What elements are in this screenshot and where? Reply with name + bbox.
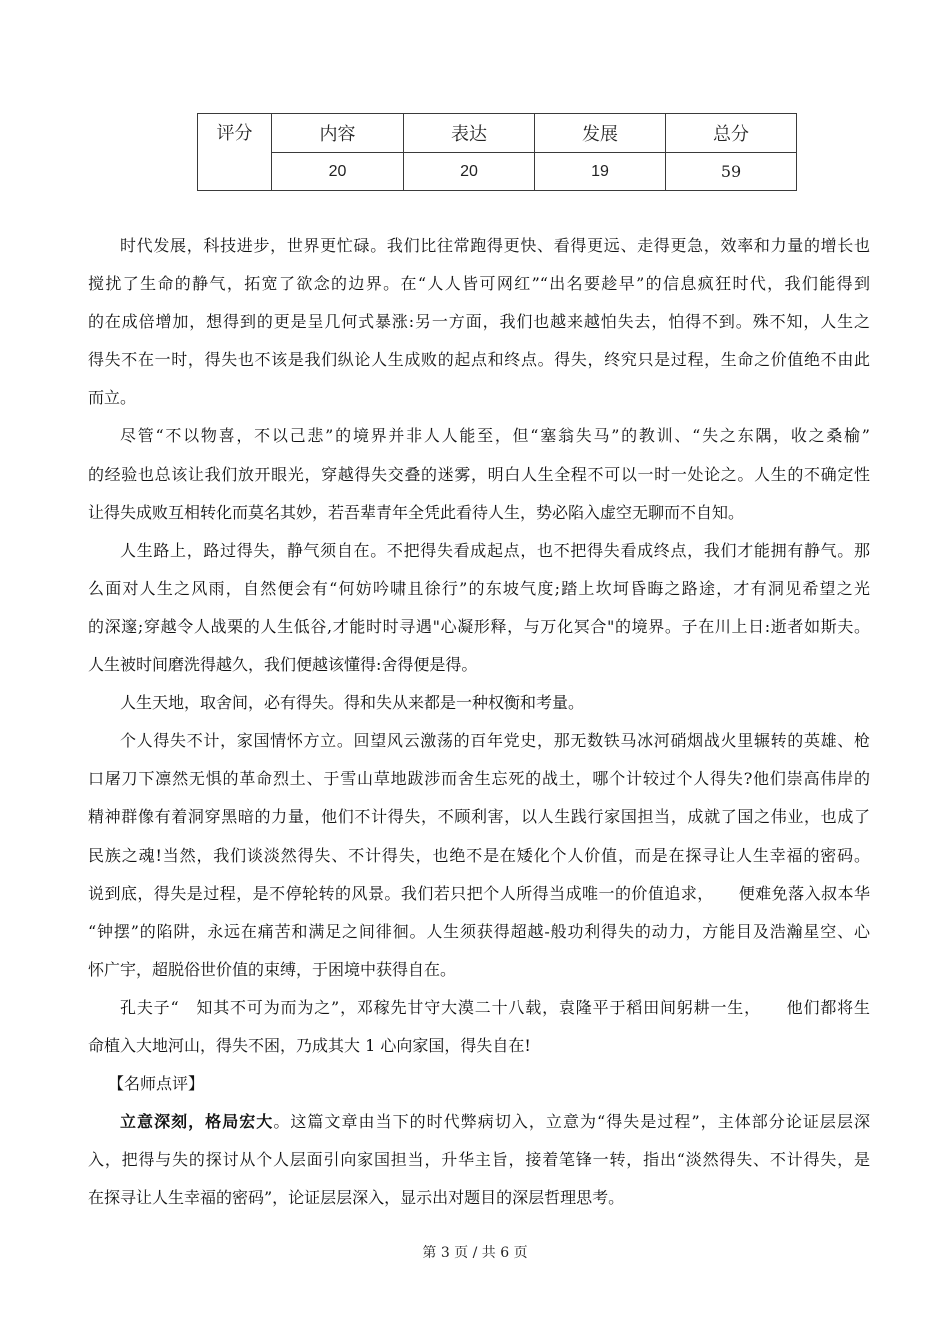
score-cell-total [666,153,797,191]
essay-line: 搅扰了生命的静气，拓宽了欲念的边界。在“人人皆可网红”“出名要趁早”的信息疯狂时代，我们能得到 [88,274,870,294]
essay-line: 孔夫子“ 知其不可为而为之”，邓稼先甘守大漠二十八载，袁隆平于稻田间躬耕一生， 他们都将生 [120,997,870,1017]
essay-line: 的深邃;穿越令人战栗的人生低谷,才能时时寻遇"心凝形释，与万化冥合"的境界。子在川上日:逝者如斯夫。 [88,616,870,636]
essay-line: 而立。 [88,388,137,408]
essay-line: 人生天地，取舍间，必有得失。得和失从来都是一种权衡和考量。 [120,693,585,713]
essay-line: 么面对人生之风雨，自然便会有“何妨吟啸且徐行”的东坡气度;踏上坎坷昏晦之路途，才有洞见希望之光 [88,578,870,598]
essay-line: 怀广宇，超脱俗世价值的束缚，于困境中获得自在。 [88,959,457,979]
essay-line: 人生被时间磨洗得越久，我们便越该懂得:舍得便是得。 [88,655,478,675]
score-total-value: 59 [720,162,742,181]
score-header-row [198,114,797,153]
essay-paragraph [88,532,870,684]
score-cell-content [272,153,404,191]
header-development-label: 发展 [582,124,618,144]
score-values-row [198,153,797,191]
essay-line: 得失不在一时，得失也不该是我们纵论人生成败的起点和终点。得失，终究只是过程，生命之价值绝不由此 [88,350,870,370]
essay-line: 尽管“不以物喜，不以己悲”的境界并非人人能至，但“塞翁失马”的教训、“失之东隅，收之桑榆” [120,426,870,446]
comment-line-text: 。这篇文章由当下的时代弊病切入，立意为“得失是过程”，主体部分论证层层深 [273,1112,870,1132]
score-cell-development [535,153,666,191]
essay-paragraph [88,227,870,417]
score-content-value: 20 [328,162,347,180]
essay-line: 口屠刀下凛然无惧的革命烈土、于雪山草地跋涉而舍生忘死的战土，哪个计较过个人得失?他们崇高伟岸的 [88,769,870,789]
essay-paragraph [88,989,870,1065]
essay-paragraph [88,417,870,531]
comment-highlight: 立意深刻，格局宏大 [120,1112,274,1132]
essay-line: 人生路上，路过得失，静气须自在。不把得失看成起点，也不把得失看成终点，我们才能拥有静气。那 [120,540,870,560]
score-label-cell [198,114,272,191]
header-cell-development [535,114,666,153]
header-total-label: 总分 [713,124,749,144]
page-number: 第 3 页 / 共 6 页 [422,1245,528,1261]
essay-paragraph [88,722,870,989]
header-content-label: 内容 [319,124,356,144]
essay-line: 的经验也总该让我们放开眼光，穿越得失交叠的迷雾，明白人生全程不可以一时一处论之。人生的不确定性 [88,464,870,484]
comment-line: 在探寻让人生幸福的密码”，论证层层深入，显示出对题目的深层哲理思考。 [88,1188,625,1208]
essay-line: 时代发展，科技进步，世界更忙碌。我们比往常跑得更快、看得更远、走得更急，效率和力量的增长也 [120,236,870,255]
comment-line: 入，把得与失的探讨从个人层面引向家国担当，升华主旨，接着笔锋一转，指出“淡然得失、不计得失，是 [88,1150,870,1170]
essay-line: 命植入大地河山，得失不困，乃成其大 1 心向家国，得失自在! [88,1035,531,1055]
score-table [197,113,797,191]
essay-line: 个人得失不计，家国情怀方立。回望风云激荡的百年党史，那无数铁马冰河硝烟战火里辗转的英雄、枪 [120,731,870,751]
comment-paragraph [88,1103,870,1217]
page-footer [0,1242,950,1264]
essay-line: 说到底，得失是过程，是不停轮转的风景。我们若只把个人所得当成唯一的价值追求， 便难免落入叔本华 [88,883,870,903]
essay-paragraph [88,684,870,722]
essay-body [88,227,870,1217]
essay-line: “钟摆”的陷阱，永远在痛苦和满足之间徘徊。人生须获得超越-般功利得失的动力，方能目及浩瀚星空、心 [88,921,870,941]
essay-line: 精神群像有着洞穿黑暗的力量，他们不计得失，不顾利害，以人生践行家国担当，成就了国之伟业，也成了 [88,807,870,827]
score-development-value: 19 [591,162,609,180]
essay-line: 的在成倍增加，想得到的更是呈几何式暴涨:另一方面，我们也越来越怕失去，怕得不到。殊不知，人生之 [88,312,870,332]
score-label: 评分 [216,123,253,143]
header-cell-total [666,114,797,153]
essay-line: 让得失成败互相转化而莫名其妙，若吾辈青年全凭此看待人生，势必陷入虚空无聊而不自知。 [88,502,745,522]
score-cell-expression [404,153,535,191]
score-expression-value: 20 [460,162,478,180]
comment-line [88,1103,870,1141]
comment-heading: 【名师点评】 [108,1074,205,1094]
header-cell-content [272,114,404,153]
essay-line: 民族之魂!当然，我们谈淡然得失、不计得失，也绝不是在矮化个人价值，而是在探寻让人生幸福的密码。 [88,845,870,865]
header-cell-expression [404,114,535,153]
header-expression-label: 表达 [451,124,487,144]
